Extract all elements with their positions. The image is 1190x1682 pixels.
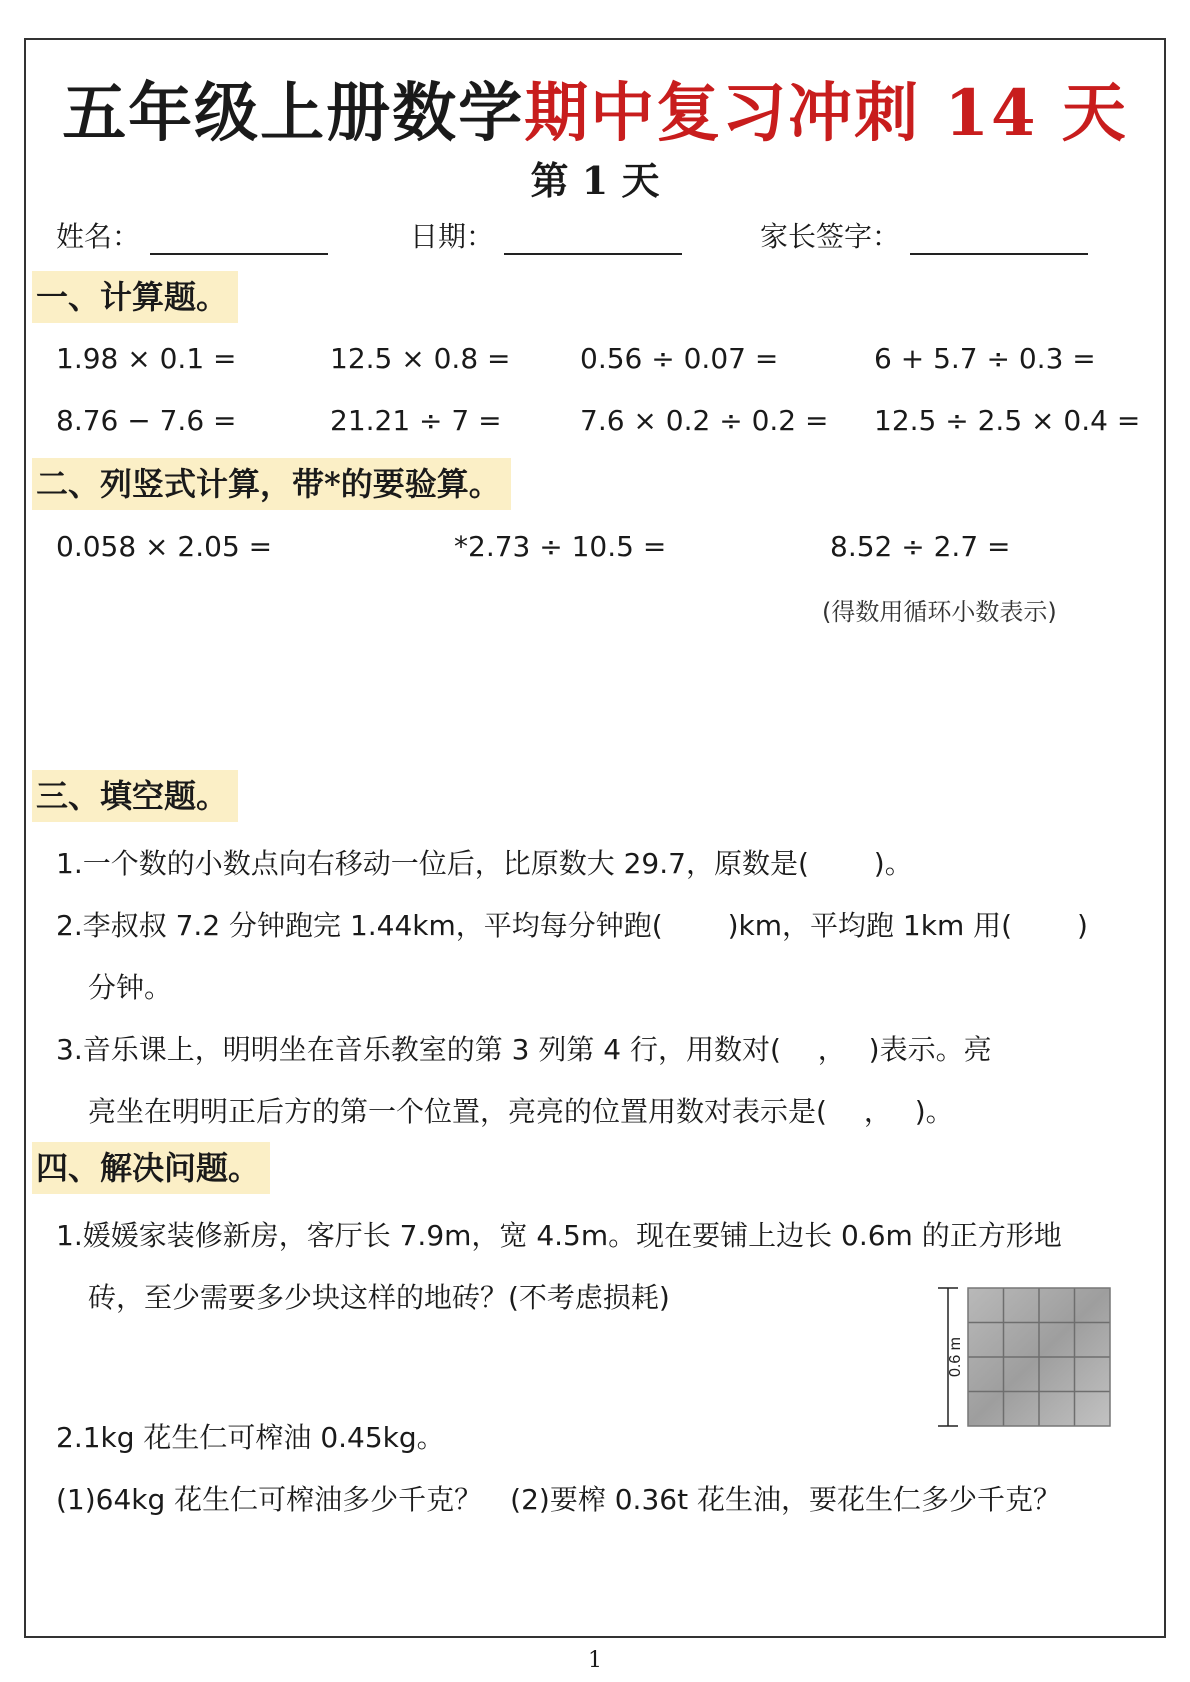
date-field	[410, 215, 682, 255]
vertical-calc-item: *2.73 ÷ 10.5 =	[454, 530, 667, 563]
tile-size-label: 0.6 m	[947, 1336, 964, 1378]
fill-question-3: 3.音乐课上，明明坐在音乐教室的第 3 列第 4 行，用数对( ， )表示。亮	[56, 1033, 992, 1066]
calc-item: 8.76 − 7.6 =	[56, 404, 237, 437]
vertical-calc-item: 8.52 ÷ 2.7 =	[830, 530, 1011, 563]
calc-item: 21.21 ÷ 7 =	[330, 404, 502, 437]
problem-2: 2.1kg 花生仁可榨油 0.45kg。	[56, 1421, 445, 1454]
vertical-calc-item: 0.058 × 2.05 =	[56, 530, 273, 563]
calc-item: 0.56 ÷ 0.07 =	[580, 342, 779, 375]
fill-question-1: 1.一个数的小数点向右移动一位后，比原数大 29.7，原数是( )。	[56, 847, 913, 880]
fill-question-2: 2.李叔叔 7.2 分钟跑完 1.44km，平均每分钟跑( )km，平均跑 1km 用( )	[56, 909, 1088, 942]
calc-item: 7.6 × 0.2 ÷ 0.2 =	[580, 404, 829, 437]
fill-question-3-cont: 亮坐在明明正后方的第一个位置，亮亮的位置用数对表示是( ， )。	[88, 1095, 954, 1128]
sign-field	[760, 215, 1088, 255]
title-part-black: 五年级上册数学	[62, 76, 525, 151]
calc-item: 6 + 5.7 ÷ 0.3 =	[874, 342, 1096, 375]
section3-heading: 三、填空题。	[32, 770, 238, 822]
name-field	[56, 215, 328, 255]
section2-heading: 二、列竖式计算，带*的要验算。	[32, 458, 511, 510]
sign-label: 家长签字：	[760, 220, 901, 253]
page-number: 1	[588, 1648, 602, 1673]
problem-2-subquestions: (1)64kg 花生仁可榨油多少千克？ (2)要榨 0.36t 花生油，要花生仁多少千克？	[56, 1483, 1061, 1516]
calc-item: 1.98 × 0.1 =	[56, 342, 237, 375]
date-blank[interactable]	[504, 221, 682, 255]
date-label: 日期：	[410, 220, 495, 253]
floor-tile-figure	[934, 1286, 1114, 1432]
section4-heading: 四、解决问题。	[32, 1142, 270, 1194]
problem-1: 1.媛媛家装修新房，客厅长 7.9m，宽 4.5m。现在要铺上边长 0.6m 的正方形地	[56, 1219, 1062, 1252]
page-title	[0, 62, 1190, 154]
recurring-decimal-note: (得数用循环小数表示)	[822, 598, 1057, 626]
sign-blank[interactable]	[910, 221, 1088, 255]
title-part-red: 期中复习冲刺 14 天	[524, 76, 1128, 151]
fill-question-2-cont: 分钟。	[88, 971, 173, 1004]
name-label: 姓名：	[56, 220, 141, 253]
problem-1-cont: 砖，至少需要多少块这样的地砖？(不考虑损耗)	[88, 1281, 670, 1314]
calc-item: 12.5 × 0.8 =	[330, 342, 511, 375]
calc-item: 12.5 ÷ 2.5 × 0.4 =	[874, 404, 1141, 437]
section1-heading: 一、计算题。	[32, 271, 238, 323]
page-subtitle: 第 1 天	[530, 158, 660, 203]
name-blank[interactable]	[150, 221, 328, 255]
